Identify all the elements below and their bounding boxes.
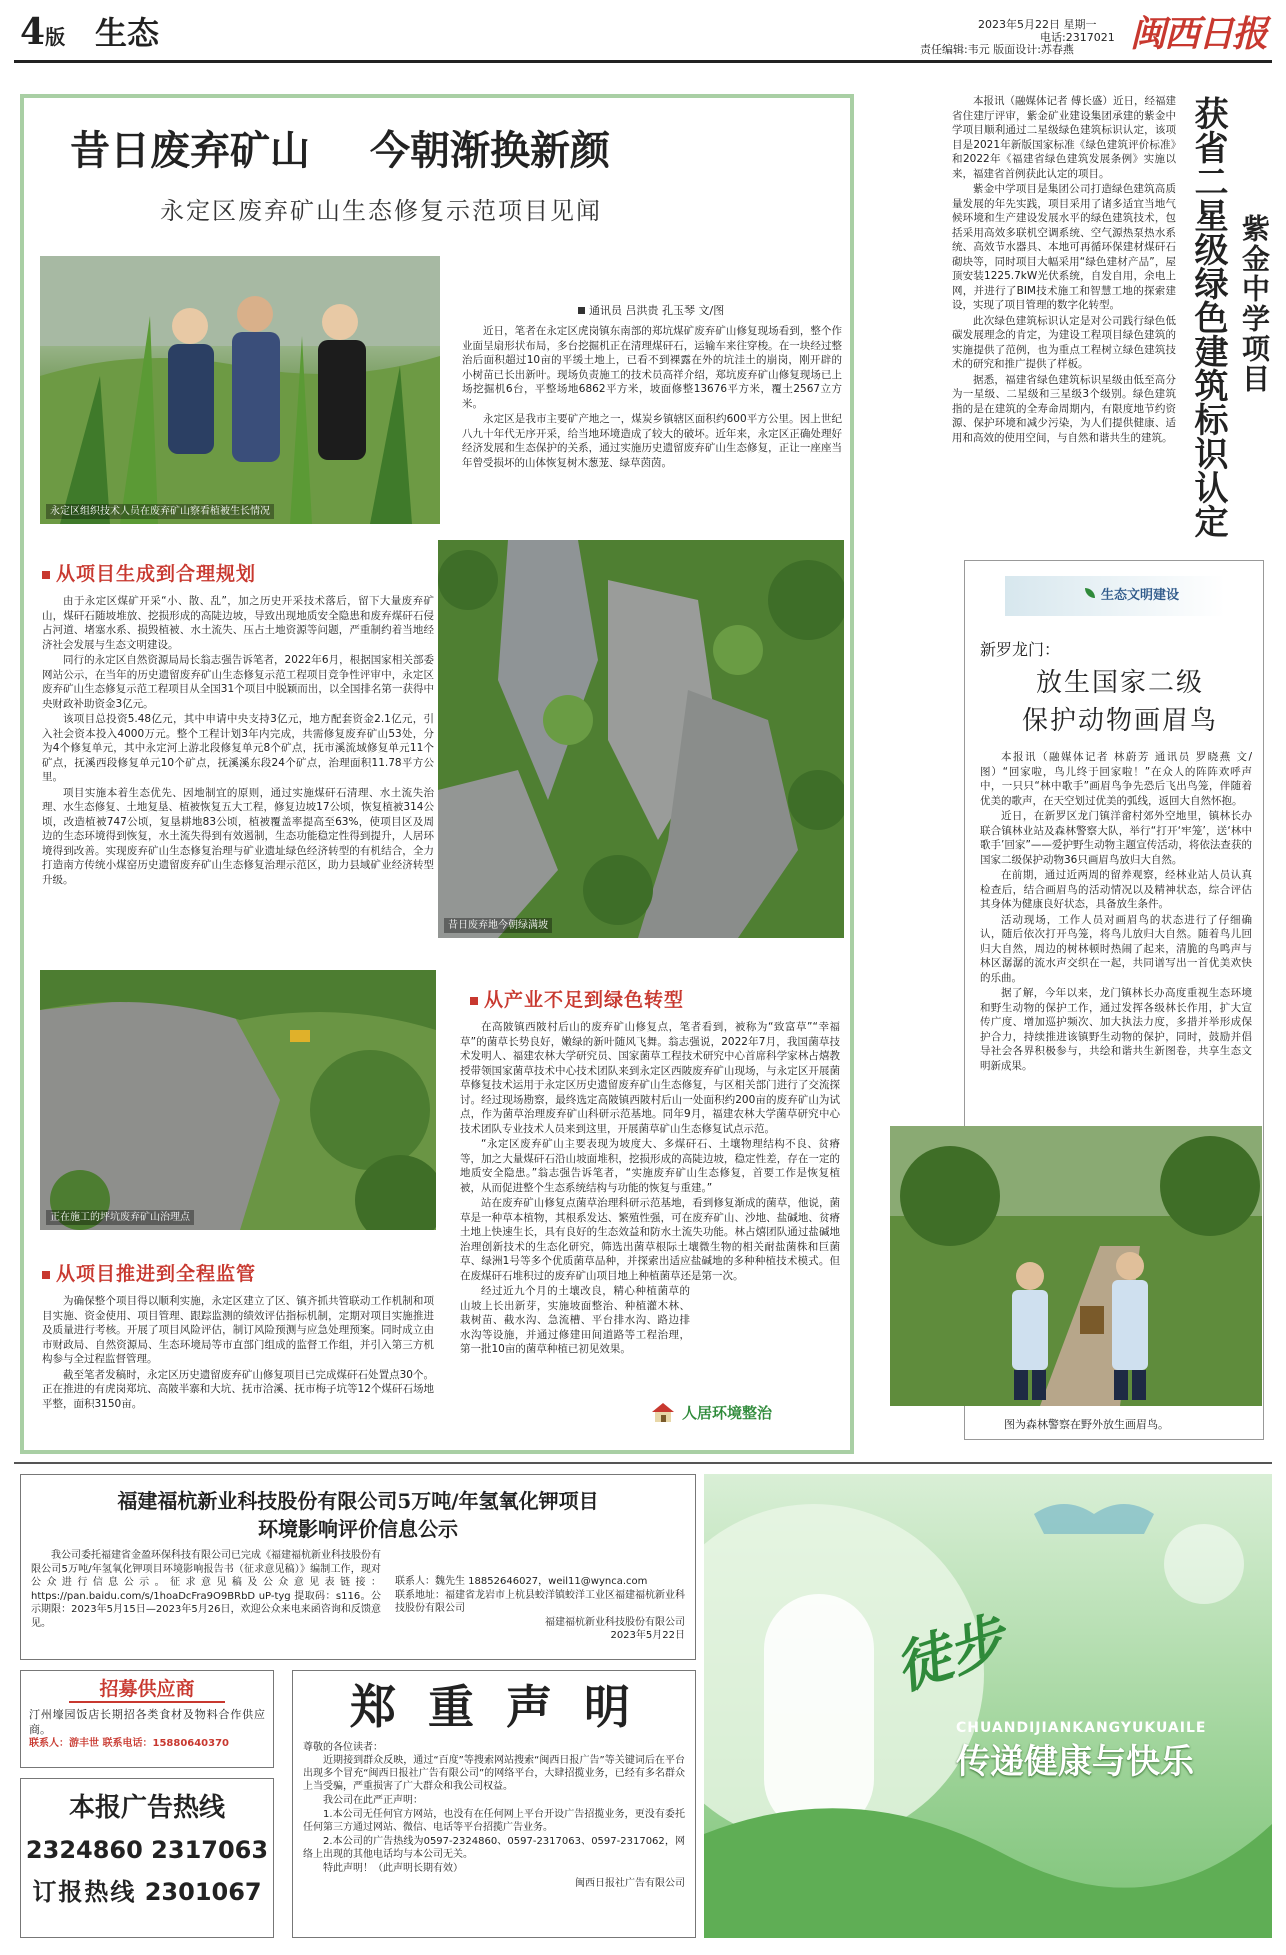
ecology-banner: 生态文明建设 [1005, 576, 1225, 616]
section-name: 生态 [95, 14, 160, 52]
header-date: 2023年5月22日 星期一 [978, 18, 1097, 31]
body-paragraph: 据悉，福建省绿色建筑标识星级由低至高分为一星级、二星级和三星级3个级别。绿色建筑指的是在建筑的全寿命周期内，有限度地节约资源、保护环境和减少污染，为人们提供健康、适用和高效的使用空间，与自然和谐共生的建筑。 [952, 373, 1176, 444]
photo-caption: 昔日废弃地今朝绿满坡 [444, 918, 552, 933]
body-paragraph: “永定区废弃矿山主要表现为坡度大、多煤矸石、土壤物理结构不良、贫瘠等，加之大量煤矸石沿山坡面堆积，挖损形成的高陡边坡，稳定性差，存在一定的地质安全隐患。”翁志强告诉笔者，“实施废弃矿山生态修复，首要工作是恢复植被，从而促进整个生态系统结构与功能的恢复与重建。” [460, 1138, 840, 1194]
body-paragraph: 本报讯（融媒体记者 林蔚芳 通讯员 罗晓燕 文/图）“回家啦，鸟儿终于回家啦！”在众人的阵阵欢呼声中，一只只“林中歌手”画眉鸟争先恐后飞出鸟笼，伴随着优美的歌声，在天空划过优美的弧线，返回大自然怀抱。 [980, 751, 1252, 807]
ad-body: 我公司委托福建省金盈环保科技有限公司已完成《福建福杭新业科技股份有限公司5万吨/年氢氧化钾项目环境影响报告书（征求意见稿）》编制工作，现对公众进行信息公示。征求意见稿及公众意见表链接：https://pan.baidu.com/s/1hoaDcFra9O9BRbD uP-tyg 提取码：s116。公示期限：2023年5月15日—2023年5月26日，欢迎公众来电来函咨询和反馈意见。 [31, 1550, 381, 1629]
ad-signature: 福建福杭新业科技股份有限公司 [545, 1616, 685, 1628]
body-paragraph: 据了解，今年以来，龙门镇林长办高度重视生态环境和野生动物的保护工作，通过发挥各级林长作用，扩大宣传广度、增加巡护频次、加大执法力度，多措并举形成保护合力，持续推进该镇野生动物的保护，同时，鼓励并倡导社会各界积极参与，共绘和谐共生新图卷，共享生态文明新成果。 [980, 987, 1252, 1072]
ads-divider [14, 1462, 1272, 1464]
photo-bird-release [890, 1126, 1262, 1406]
intro-text [462, 324, 842, 471]
headline-vertical-sub: 紫金中学项目 [1238, 214, 1271, 394]
page-header [0, 0, 1286, 56]
notice-title: 郑 重 声 明 [349, 1680, 639, 1734]
body-paragraph: 近日，在新罗区龙门镇洋畲村郊外空地里，镇林长办联合镇林业站及森林警察大队，举行“打开‘牢笼’，送‘林中歌手’回家”——爱护野生动物主题宣传活动，将依法查获的国家二级保护动物36只画眉鸟放归大自然。 [980, 810, 1252, 866]
photo-field-inspection-art [40, 256, 440, 524]
photo-caption: 永定区组织技术人员在废弃矿山察看植被生长情况 [46, 504, 274, 519]
intro-paragraph: 近日，笔者在永定区虎岗镇东南部的郑坑煤矿废弃矿山修复现场看到，整个作业面呈扇形状布局，多台挖掘机正在清理煤矸石，运输车来往穿梭。在一块经过整治后面积超过10亩的平缓土地上，已看不到裸露在外的坑洼土的崩岗，刚开辟的小树苗已长出新叶。现场负责施工的技术员高祥介绍，郑坑废弃矿山修复现场已上场挖掘机6台，平整场地6862平方米，坡面修整13676平方米，覆土2567立方米。 [462, 325, 842, 410]
ad-supplier-contact: 联系人：游丰世 联系电话：15880640370 [29, 1738, 230, 1749]
section-heading: 从项目生成到合理规划 [42, 562, 256, 586]
public-service-ad [704, 1474, 1272, 1938]
header-rule [14, 60, 1272, 63]
body-paragraph: 在高陂镇西陂村后山的废弃矿山修复点，笔者看到，被称为“致富草”“幸福草”的菌草长势良好，嫩绿的新叶随风飞舞。翁志强说，2022年7月，我国菌草技术发明人、福建农林大学研究员、国家菌草工程技术研究中心首席科学家林占熺教授带领国家菌草技术中心技术团队来到永定区西陂废弃矿山现场，与永定区开展菌草修复技术运用于永定区历史遗留废弃矿山生态修复，与区相关部门进行了交流探讨。经过现场勘察，最终选定高陂镇西陂村后山一处面积约200亩的废弃矿山为试点，作为菌草治理废弃矿山科研示范基地。同年9月，福建农林大学菌草研究中心技术团队专业技术人员来到这里，开展菌草矿山生态修复试点示范。 [460, 1021, 840, 1135]
section-body [460, 1020, 840, 1358]
ad-title: 福建福杭新业科技股份有限公司5万吨/年氢氧化钾项目 环境影响评价信息公示 [117, 1489, 599, 1541]
lead-text: 新罗龙门： [980, 640, 1061, 659]
ad-sign-date: 2023年5月22日 [610, 1630, 685, 1641]
public-ad-pinyin: CHUANDIJIANKANGYUKUAILE [956, 1720, 1207, 1736]
body-paragraph: 站在废弃矿山修复点菌草治理科研示范基地，看到修复渐成的菌草，他说，菌草是一种草本植物，其根系发达、繁殖性强，可在废弃矿山、沙地、盐碱地、贫瘠土地上快速生长，具有良好的生态效益和防水土流失功能。林占熺团队通过盐碱地治理创新技术的生态化研究，筛选出菌草根际土壤微生物的相关耐盐菌株和巨菌草、绿洲1号等多个优质菌草品种，并探索出适应盐碱地的多种种植技术模式。但在废煤矸石堆积过的废弃矿山项目地上种植菌草还是第一次。 [460, 1197, 840, 1282]
photo-restored-slope-art [438, 540, 844, 938]
photo-field-inspection [40, 256, 440, 524]
body-paragraph: 本报讯（融媒体记者 傅长盛）近日，经福建省住建厅评审，紫金矿业建设集团承建的紫金中学项目顺利通过二星级绿色建筑标识认定，该项目是2021年新版国家标准《绿色建筑评价标准》和2022年《福建省绿色建筑发展条例》实施以来，福建省首例获此认定的项目。 [952, 95, 1176, 180]
body-paragraph: 项目实施本着生态优先、因地制宜的原则，通过实施煤矸石清理、水土流失治理、水生态修复、土地复垦、植被恢复五大工程，修复边坡17公顷，恢复植被314公顷，改造植被747公顷，复垦耕地83公顷，植被覆盖率提高至63%，使项目区及周边的生态环境得到恢复，水土流失得到有效遏制，生态功能稳定性得到提升，人居环境得到改善。实现废弃矿山生态修复治理与矿业遗址绿色经济转型的有机结合，全力打造南方传统小煤窑历史遗留废弃矿山生态修复治理示范区，助力县域矿业经济转型升级。 [42, 786, 434, 886]
public-ad-art [704, 1474, 1272, 1938]
header-phone: 电话:2317021 [1040, 31, 1115, 44]
public-ad-slogan: 传递健康与快乐 [956, 1742, 1194, 1782]
ad-hotline [20, 1778, 274, 1938]
paper-logo: 闽西日报 [1130, 13, 1267, 55]
subscription-line: 订报热线 2301067 [32, 1878, 262, 1906]
byline: 通讯员 吕洪贵 孔玉琴 文/图 [578, 304, 724, 317]
mid-headline: 放生国家二级 保护动物画眉鸟 [1021, 668, 1218, 736]
notice-paragraph: 近期接到群众反映，通过“百度”等搜索网站搜索“闽西日报广告”等关键词后在平台出现多个冒充“闽西日报社广告有限公司”的网络平台，大肆招揽业务，已经有多名群众上当受骗，严重损害了广大群众和我公司权益。 [303, 1755, 685, 1792]
photo-caption: 正在施工的坪坑废弃矿山治理点 [46, 1210, 194, 1225]
body-paragraph: 在前期，通过近两周的留养观察，经林业站人员认真检查后，结合画眉鸟的活动情况以及精神状态，综合评估其身体为健康良好状态，具备放生条件。 [980, 869, 1252, 910]
photo-bird-release-art [890, 1126, 1262, 1406]
photo-caption-bird: 图为森林警察在野外放生画眉鸟。 [1004, 1418, 1169, 1431]
feature-title: 昔日废弃矿山 今朝渐换新颜 [70, 127, 610, 174]
solemn-notice [292, 1670, 696, 1938]
leaf-icon [1085, 588, 1095, 598]
photo-construction-art [40, 970, 436, 1230]
ad-address: 联系地址：福建省龙岩市上杭县蛟洋镇蛟洋工业区福建福杭新业科技股份有限公司 [395, 1589, 685, 1614]
notice-signature: 闽西日报社广告有限公司 [575, 1878, 685, 1889]
notice-paragraph: 2.本公司的广告热线为0597-2324860、0597-2317063、0597-2317062，网络上出现的其他电话均与本公司无关。 [303, 1836, 685, 1860]
tag-human-settlement: 人居环境整治 [650, 1398, 830, 1426]
feature-subtitle: 永定区废弃矿山生态修复示范项目见闻 [160, 197, 602, 225]
right-mid-body [980, 750, 1252, 1074]
body-paragraph: 为确保整个项目得以顺利实施，永定区建立了区、镇齐抓共管联动工作机制和项目实施、资金使用、项目管理、跟踪监测的绩效评估指标机制，定期对项目实施推进及质量进行考核。开展了项目风险评估，制订风险预测与应急处理预案。同时成立由市财政局、自然资源局、生态环境局等市直部门组成的监督工作组，并引入第三方机构参与全过程监督管理。 [42, 1295, 434, 1365]
body-paragraph: 经过近九个月的土壤改良，精心种植菌草的山坡上长出新芽，实施坡面整治、种植灌木林、栽树苗、截水沟、急流槽、平台排水沟、路边排水沟等设施，并通过修建田间道路等工程治理，第一批10亩的菌草种植已初见效果。 [460, 1285, 690, 1355]
public-ad-script-title: 徒步 [886, 1605, 1014, 1703]
notice-salutation: 尊敬的各位读者： [303, 1742, 383, 1753]
body-paragraph: 活动现场，工作人员对画眉鸟的状态进行了仔细确认，随后依次打开鸟笼，将鸟儿放归大自然。随着鸟儿回归大自然，周边的树林顿时热闹了起来，清脆的鸟鸣声与林区潺潺的流水声交织在一起，共同谱写出一首优美欢快的乐曲。 [980, 913, 1252, 984]
right-top-body [952, 94, 1176, 446]
photo-restored-slope [438, 540, 844, 938]
ad-contact: 联系人：魏先生 18852646027，weil11@wynca.com [395, 1576, 648, 1587]
notice-paragraph: 特此声明！（此声明长期有效） [323, 1863, 463, 1874]
ad-environmental-notice [20, 1474, 696, 1660]
intro-paragraph: 永定区是我市主要矿产地之一，煤炭乡镇辖区面积约600平方公里。因上世纪八九十年代无序开采，给当地环境造成了较大的破坏。近年来，永定区正确处理好经济发展和生态保护的关系，通过实施历史遗留废弃矿山生态修复，正让一座座当年曾受损坏的山体恢复树木葱茏、绿草茵茵。 [462, 413, 842, 469]
section-body [42, 1294, 434, 1412]
house-icon [650, 1401, 676, 1423]
section-heading: 从产业不足到绿色转型 [470, 988, 684, 1012]
ad-supplier [20, 1670, 274, 1768]
hotline-title: 本报广告热线 [68, 1793, 225, 1823]
photo-construction-site [40, 970, 436, 1230]
section-body [42, 594, 434, 888]
body-paragraph: 紫金中学项目是集团公司打造绿色建筑高质量发展的年先实践，项目采用了诸多适宜当地气候环境和生产建设发展水平的绿色建筑技术，包括采用高效多联机空调系统、空气源热泵热水系统、高效节水器具、本地可再循环保建材煤矸石砌块等，同时项目大幅采用“绿色建材产品”，屋顶安装1225.7kW光伏系统，自发自用，余电上网，并进行了BIM技术施工和智慧工地的探索建设，实现了项目管理的数字化转型。 [952, 183, 1176, 311]
ad-supplier-body: 汀州壕园饭店长期招各类食材及物料合作供应商。 [29, 1708, 265, 1736]
body-paragraph: 该项目总投资5.48亿元，其中申请中央支持3亿元，地方配套资金2.1亿元，引入社会资本投入4000万元。整个工程计划3年内完成，共需修复废弃矿山53处，分为4个修复单元，其中永定河上游北段修复单元8个矿点，抚市溪流域修复单元11个矿点，抚溪西段修复单元10个矿点，抚溪溪东段24个矿点，治理面积11.78平方公里。 [42, 713, 434, 783]
header-editors: 责任编辑:韦元 版面设计:苏春燕 [920, 43, 1074, 56]
notice-paragraph: 1.本公司无任何官方网站，也没有在任何网上平台开设广告招揽业务，更没有委托任何第三方通过网站、微信、电话等平台招揽广告业务。 [303, 1809, 685, 1833]
section-heading: 从项目推进到全程监管 [42, 1262, 256, 1286]
body-paragraph: 此次绿色建筑标识认定是对公司践行绿色低碳发展理念的肯定，为建设工程项目绿色建筑的实施提供了范例，也为重点工程树立绿色建筑技术的研究和推广提供了样板。 [952, 314, 1176, 370]
ad-supplier-title: 招募供应商 [69, 1677, 225, 1703]
body-paragraph: 由于永定区煤矿开采“小、散、乱”，加之历史开采技术落后，留下大量废弃矿山，煤矸石随坡堆放、挖损形成的高陡边坡，导致出现地质安全隐患和废弃煤矸石侵占河道、堵塞水系、损毁植被、水土流失、压占土地资源等问题，严重制约着当地经济社会发展与生态文明建设。 [42, 595, 434, 651]
body-paragraph: 同行的永定区自然资源局局长翁志强告诉笔者，2022年6月，根据国家相关部委网站公示，在当年的历史遗留废弃矿山生态修复示范工程项目竞争性评审中，永定区废弃矿山生态修复示范工程项目从全国31个项目中脱颖而出，以全国排名第一获得中央财政补助资金3亿元。 [42, 654, 434, 710]
body-paragraph: 截至笔者发稿时，永定区历史遗留废弃矿山修复项目已完成煤矸石处置点30个。正在推进的有虎岗郑坑、高陂半寨和大坑、抚市洽溪、抚市梅子坑等12个煤矸石场地平整，面积3150亩。 [42, 1368, 434, 1410]
page-number: 4版 [20, 11, 66, 53]
hotline-numbers: 2324860 2317063 [25, 1836, 269, 1864]
notice-paragraph: 我公司在此严正声明： [323, 1795, 423, 1806]
headline-vertical-main: 获省二星级绿色建筑标识认定 [1188, 96, 1228, 538]
